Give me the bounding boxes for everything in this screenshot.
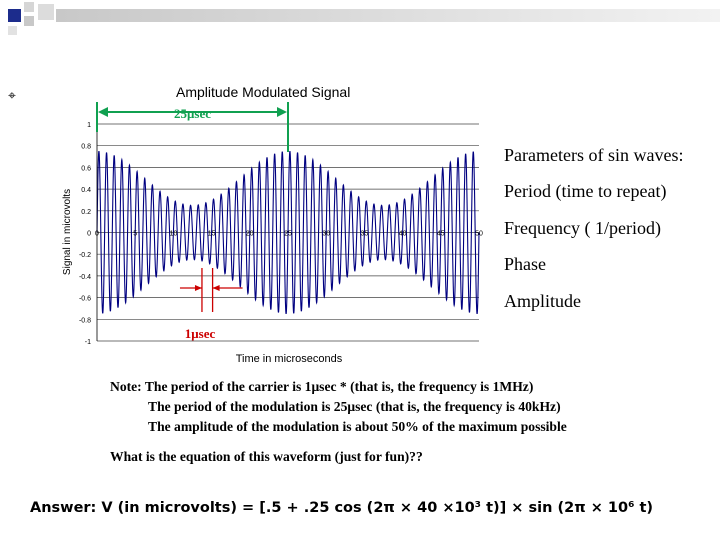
y-tick-label: 1 — [87, 122, 91, 129]
arrowhead-right — [277, 107, 287, 117]
parameter-amplitude: Amplitude — [504, 290, 581, 311]
bracket-label-25us: 25μsec — [174, 106, 211, 121]
y-tick-label: -1 — [84, 339, 91, 346]
parameter-period: Period (time to repeat) — [504, 181, 667, 202]
note-carrier-period: Note: The period of the carrier is 1μsec * (that is, the frequency is 1MHz) — [110, 379, 534, 394]
note-modulation-amplitude: The amplitude of the modulation is about 50% of the maximum possible — [148, 419, 567, 434]
y-tick-label: 0.2 — [81, 208, 91, 216]
answer-text: Answer: V (in microvolts) = [.5 + .25 cos (2π × 40 ×10³ t)] × sin (2π × 10⁶ t) — [30, 500, 654, 516]
y-tick-label: -0.6 — [78, 295, 91, 303]
y-tick-label: 0.6 — [81, 165, 91, 173]
parameters-heading: Parameters of sin waves: — [504, 145, 684, 165]
arrowhead-left — [195, 285, 202, 291]
y-tick-label: -0.2 — [78, 252, 91, 260]
y-axis-label: Signal in microvolts — [62, 188, 73, 276]
x-tick-label: 30 — [322, 230, 331, 238]
y-tick-label: 0 — [87, 230, 91, 238]
arrowhead-left — [98, 107, 108, 117]
parameters-list — [504, 144, 683, 326]
period-25us-annotation — [97, 102, 288, 152]
note-modulation-period: The period of the modulation is 25μsec (that is, the frequency is 40kHz) — [148, 399, 561, 414]
x-tick-label: 5 — [133, 230, 138, 238]
x-tick-label: 0 — [95, 230, 99, 238]
arrowhead-right — [213, 285, 220, 291]
y-tick-label: -0.4 — [78, 273, 91, 281]
x-tick-label: 35 — [360, 230, 369, 238]
x-tick-label: 40 — [398, 230, 407, 238]
x-tick-label: 15 — [207, 230, 216, 238]
chart-title: Amplitude Modulated Signal — [176, 84, 351, 100]
y-tick-label: 0.4 — [81, 187, 91, 195]
bracket-label-1us: 1μsec — [184, 326, 216, 341]
x-tick-label: 10 — [169, 230, 178, 238]
y-tick-label: 0.8 — [81, 143, 91, 151]
x-tick-label: 20 — [245, 230, 254, 238]
bullet-icon: ⌖ — [8, 88, 16, 104]
x-tick-label: 25 — [284, 230, 292, 238]
x-tick-label: 45 — [436, 230, 445, 238]
parameter-phase: Phase — [504, 254, 546, 275]
y-tick-label: -0.8 — [78, 317, 91, 325]
x-tick-label: 50 — [475, 230, 483, 238]
x-axis-label: Time in microseconds — [235, 353, 343, 365]
question-text: What is the equation of this waveform (just for fun)?? — [110, 449, 423, 464]
parameter-frequency: Frequency ( 1/period) — [504, 217, 661, 238]
notes-block — [110, 377, 567, 467]
